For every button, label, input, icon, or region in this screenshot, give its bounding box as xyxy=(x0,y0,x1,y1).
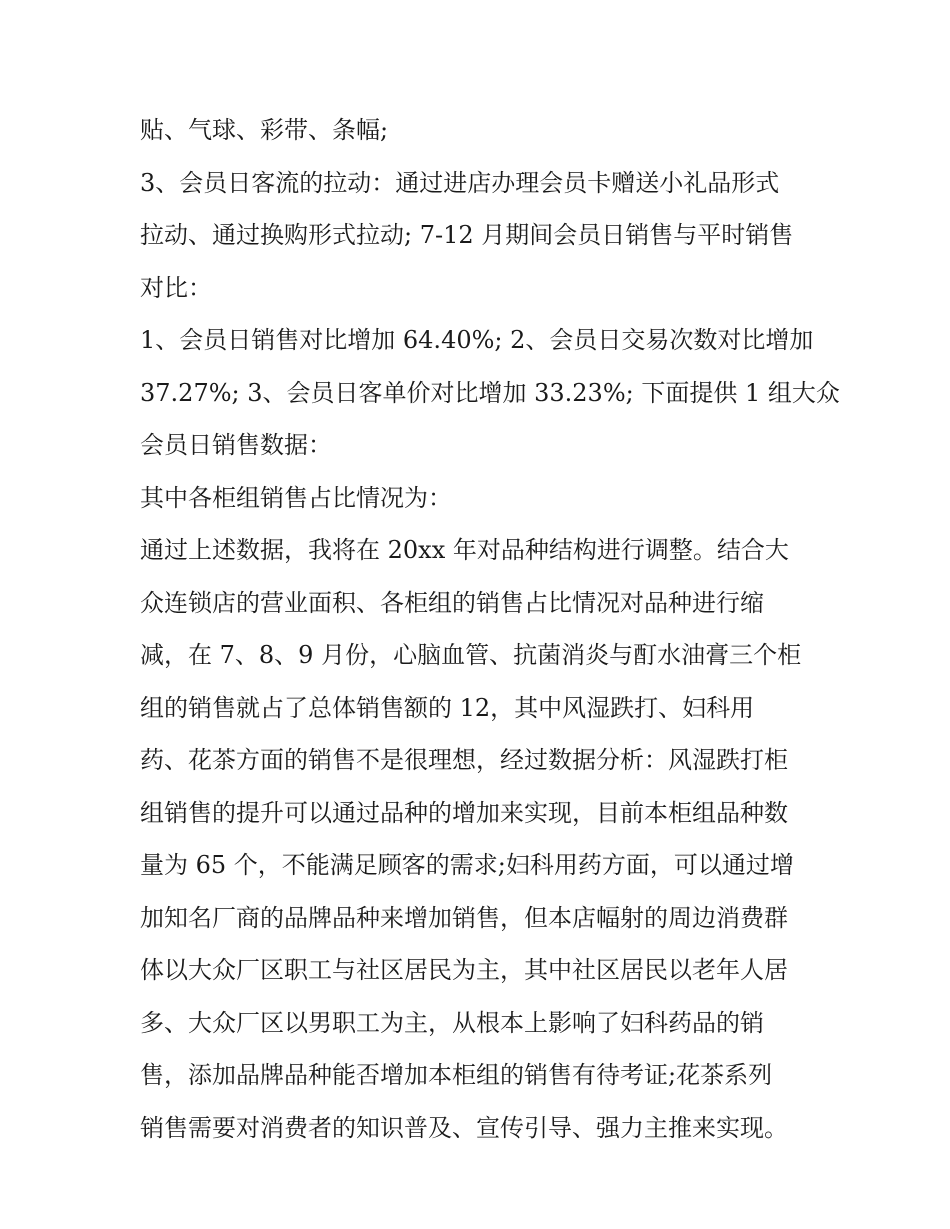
text-line: 加知名厂商的品牌品种来增加销售，但本店幅射的周边消费群 xyxy=(140,903,788,932)
text-line: 1、会员日销售对比增加 64.40%; 2、会员日交易次数对比增加 xyxy=(140,326,814,354)
text-line: 拉动、通过换购形式拉动; 7-12 月期间会员日销售与平时销售 xyxy=(140,221,794,249)
text-line: 量为 65 个，不能满足顾客的需求;妇科用药方面，可以通过增 xyxy=(140,851,794,879)
text-line: 药、花茶方面的销售不是很理想，经过数据分析：风湿跌打柜 xyxy=(140,746,788,774)
text-line: 37.27%; 3、会员日客单价对比增加 33.23%; 下面提供 1 组大众 xyxy=(140,378,840,407)
text-line: 体以大众厂区职工与社区居民为主，其中社区居民以老年人居 xyxy=(140,956,788,984)
text-line: 会员日销售数据： xyxy=(140,431,332,459)
text-line: 通过上述数据，我将在 20xx 年对品种结构进行调整。结合大 xyxy=(140,536,789,564)
text-line: 减，在 7、8、9 月份，心脑血管、抗菌消炎与酊水油膏三个柜 xyxy=(140,641,802,669)
text-line: 售，添加品牌品种能否增加本柜组的销售有待考证;花茶系列 xyxy=(140,1061,773,1089)
text-line: 贴、气球、彩带、条幅; xyxy=(140,116,389,144)
text-line: 3、会员日客流的拉动：通过进店办理会员卡赠送小礼品形式 xyxy=(140,168,780,197)
text-line: 组的销售就占了总体销售额的 12，其中风湿跌打、妇科用 xyxy=(140,693,755,722)
text-line: 多、大众厂区以男职工为主，从根本上影响了妇科药品的销 xyxy=(140,1008,764,1037)
text-line: 对比： xyxy=(140,273,212,302)
text-line: 销售需要对消费者的知识普及、宣传引导、强力主推来实现。 xyxy=(140,1113,788,1142)
text-line: 其中各柜组销售占比情况为： xyxy=(140,483,452,512)
text-line: 众连锁店的营业面积、各柜组的销售占比情况对品种进行缩 xyxy=(140,588,764,617)
document-body xyxy=(140,104,840,1154)
text-line: 组销售的提升可以通过品种的增加来实现，目前本柜组品种数 xyxy=(140,798,788,827)
